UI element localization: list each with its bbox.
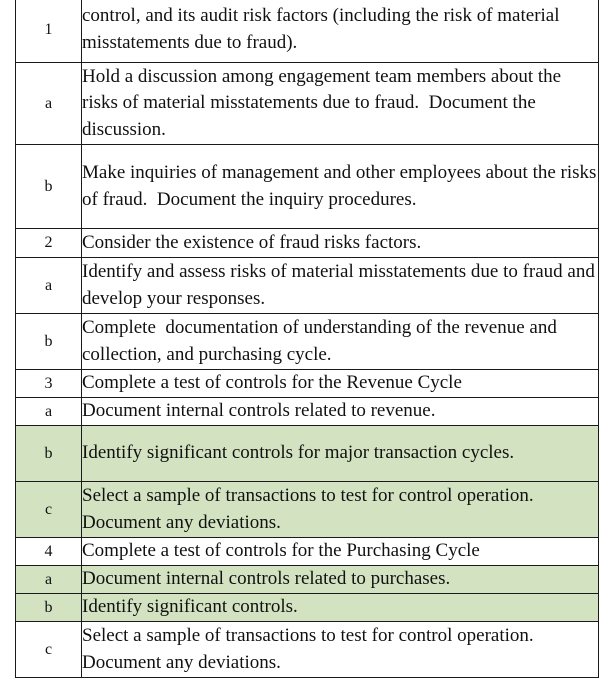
table-row — [16, 538, 599, 566]
step-text: Identify and assess risks of material misstatements due to fraud and develop your responses. — [82, 258, 599, 314]
step-id: 1 — [16, 0, 82, 63]
step-text: Document internal controls related to purchases. — [82, 566, 599, 594]
step-text: control, and its audit risk factors (including the risk of material misstatements due to fraud). — [82, 0, 599, 63]
step-id: a — [16, 258, 82, 314]
step-text: Select a sample of transactions to test for control operation. Document any deviations. — [82, 482, 599, 538]
table-row — [16, 314, 599, 370]
step-text: Consider the existence of fraud risks factors. — [82, 229, 599, 258]
step-text: Complete a test of controls for the Revenue Cycle — [82, 370, 599, 398]
step-id: 3 — [16, 370, 82, 398]
table-row — [16, 229, 599, 258]
step-id: b — [16, 594, 82, 622]
step-text: Select a sample of transactions to test for control operation. Document any deviations. — [82, 622, 599, 678]
step-text: Hold a discussion among engagement team members about the risks of material misstatements due to fraud. Document the discussion. — [82, 63, 599, 145]
step-text: Make inquiries of management and other employees about the risks of fraud. Document the inquiry procedures. — [82, 145, 599, 229]
table-row — [16, 63, 599, 145]
step-text: Document internal controls related to revenue. — [82, 398, 599, 426]
table-row — [16, 566, 599, 594]
step-id: a — [16, 398, 82, 426]
table-row — [16, 426, 599, 482]
step-text: Complete a test of controls for the Purchasing Cycle — [82, 538, 599, 566]
step-id: c — [16, 622, 82, 678]
table-row — [16, 594, 599, 622]
step-id: c — [16, 482, 82, 538]
step-text: Identify significant controls for major transaction cycles. — [82, 426, 599, 482]
step-id: b — [16, 314, 82, 370]
step-text: Complete documentation of understanding of the revenue and collection, and purchasing cycle. — [82, 314, 599, 370]
step-id: a — [16, 566, 82, 594]
table-row — [16, 398, 599, 426]
audit-procedures-table — [15, 0, 599, 678]
step-text: Identify significant controls. — [82, 594, 599, 622]
table-row — [16, 258, 599, 314]
step-id: 4 — [16, 538, 82, 566]
table-row — [16, 370, 599, 398]
step-id: 2 — [16, 229, 82, 258]
table-row — [16, 0, 599, 63]
table-row — [16, 622, 599, 678]
table-row — [16, 145, 599, 229]
step-id: a — [16, 63, 82, 145]
table-row — [16, 482, 599, 538]
step-id: b — [16, 145, 82, 229]
step-id: b — [16, 426, 82, 482]
